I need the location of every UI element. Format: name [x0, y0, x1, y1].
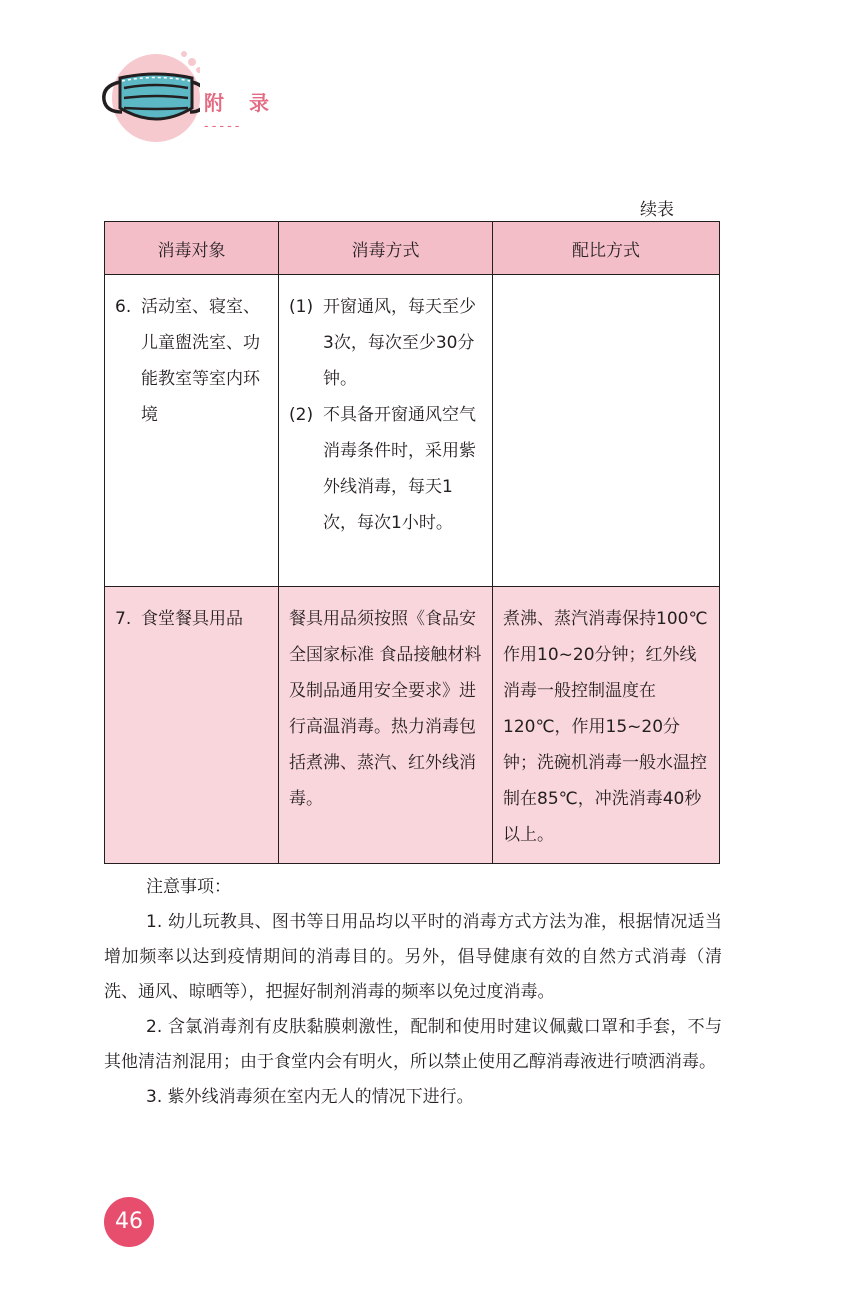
title-underline: ----- [204, 119, 243, 134]
cell-ratio [493, 275, 720, 587]
cell-method: 餐具用品须按照《食品安全国家标准 食品接触材料及制品通用安全要求》进行高温消毒。热力消毒包括煮沸、蒸汽、红外线消毒。 [279, 587, 493, 864]
notes-section [104, 870, 722, 1115]
column-header-ratio: 配比方式 [493, 222, 720, 275]
method-text: 不具备开窗通风空气消毒条件时，采用紫外线消毒，每天1次，每次1小时。 [323, 405, 476, 533]
face-mask-icon [100, 50, 200, 150]
note-item: 2. 含氯消毒剂有皮肤黏膜刺激性，配制和使用时建议佩戴口罩和手套，不与其他清洁剂混用；由于食堂内会有明火，所以禁止使用乙醇消毒液进行喷洒消毒。 [104, 1017, 722, 1072]
cell-ratio: 煮沸、蒸汽消毒保持100℃作用10~20分钟；红外线消毒一般控制温度在120℃，作用15~20分钟；洗碗机消毒一般水温控制在85℃，冲洗消毒40秒以上。 [493, 587, 720, 864]
method-text: 开窗通风，每天至少3次，每次至少30分钟。 [323, 297, 476, 389]
cell-target [105, 275, 279, 587]
target-text: 活动室、寝室、儿童盥洗室、功能教室等室内环境 [141, 297, 260, 425]
page-number: 46 [104, 1197, 154, 1247]
sub-number: (1) [289, 297, 314, 317]
cell-target [105, 587, 279, 864]
note-item: 3. 紫外线消毒须在室内无人的情况下进行。 [146, 1087, 474, 1107]
column-header-method: 消毒方式 [279, 222, 493, 275]
sub-number: (2) [289, 405, 314, 425]
disinfection-table [104, 221, 720, 864]
column-header-target: 消毒对象 [105, 222, 279, 275]
table-row [105, 275, 720, 587]
continued-label: 续表 [640, 200, 674, 220]
notes-heading: 注意事项： [146, 877, 231, 897]
item-number: 6. [115, 297, 132, 317]
item-number: 7. [115, 609, 132, 629]
note-item: 1. 幼儿玩教具、图书等日用品均以平时的消毒方式方法为准，根据情况适当增加频率以达到疫情期间的消毒目的。另外，倡导健康有效的自然方式消毒（清洗、通风、晾晒等），把握好制剂消毒的频率以免过度消毒。 [104, 912, 722, 1002]
table-row [105, 587, 720, 864]
cell-method [279, 275, 493, 587]
table-header-row [105, 222, 720, 275]
target-text: 食堂餐具用品 [141, 609, 243, 629]
section-title: 附 录 [204, 91, 278, 115]
